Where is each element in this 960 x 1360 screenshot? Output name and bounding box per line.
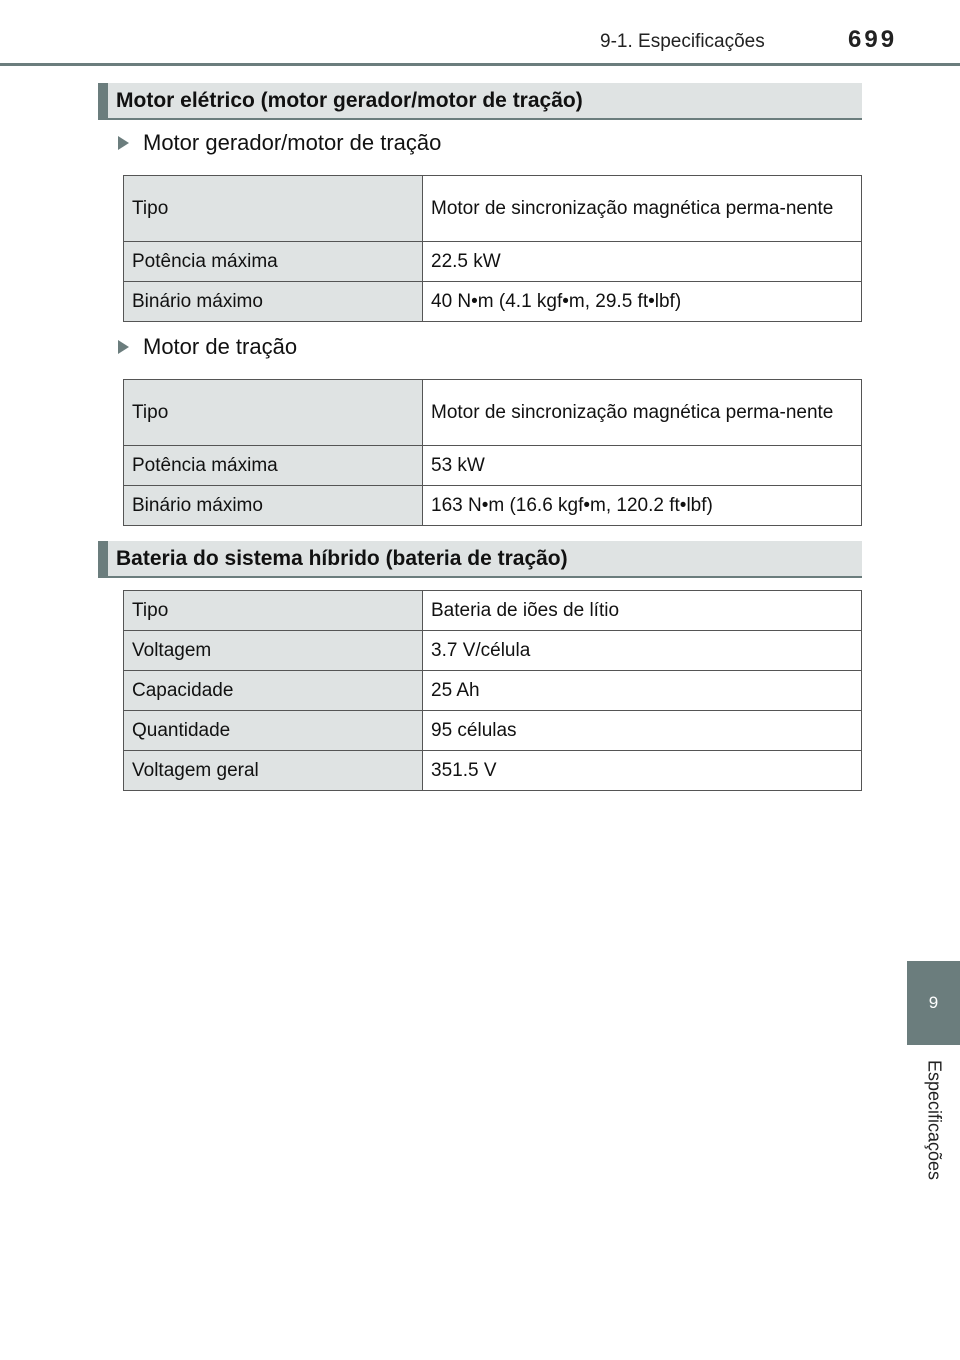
spec-table-traction-motor	[123, 379, 862, 526]
header-section-title: 9-1. Especificações	[600, 31, 765, 52]
row-label: Tipo	[124, 591, 423, 631]
row-label: Binário máximo	[124, 282, 423, 322]
chapter-tab[interactable]	[907, 961, 960, 1045]
row-label: Quantidade	[124, 711, 423, 751]
table-row	[124, 242, 862, 282]
row-value: 40 N•m (4.1 kgf•m, 29.5 ft•lbf)	[423, 282, 862, 322]
row-value: Bateria de iões de lítio	[423, 591, 862, 631]
table-row	[124, 591, 862, 631]
row-label: Potência máxima	[124, 446, 423, 486]
subsection-title: Motor de tração	[143, 334, 298, 359]
row-value: 351.5 V	[423, 751, 862, 791]
page-number: 699	[848, 26, 898, 53]
row-value: 3.7 V/célula	[423, 631, 862, 671]
header-divider	[0, 63, 960, 66]
row-label: Capacidade	[124, 671, 423, 711]
row-value: 22.5 kW	[423, 242, 862, 282]
row-label: Voltagem geral	[124, 751, 423, 791]
row-value: Motor de sincronização magnética perma-nente	[423, 380, 862, 446]
table-row	[124, 711, 862, 751]
row-value: 163 N•m (16.6 kgf•m, 120.2 ft•lbf)	[423, 486, 862, 526]
row-label: Tipo	[124, 176, 423, 242]
triangle-bullet-icon	[118, 136, 129, 150]
subsection-generator-motor	[118, 130, 441, 156]
table-row	[124, 380, 862, 446]
table-row	[124, 751, 862, 791]
subsection-traction-motor	[118, 334, 297, 360]
section-title-electric-motor: Motor elétrico (motor gerador/motor de tração)	[98, 83, 862, 120]
table-row	[124, 176, 862, 242]
spec-table-hybrid-battery	[123, 590, 862, 791]
table-row	[124, 446, 862, 486]
table-row	[124, 631, 862, 671]
table-row	[124, 486, 862, 526]
triangle-bullet-icon	[118, 340, 129, 354]
row-label: Voltagem	[124, 631, 423, 671]
spec-table-generator-motor	[123, 175, 862, 322]
row-value: 95 células	[423, 711, 862, 751]
chapter-label: Especificações	[924, 1059, 945, 1181]
table-row	[124, 671, 862, 711]
row-label: Potência máxima	[124, 242, 423, 282]
row-label: Tipo	[124, 380, 423, 446]
section-title-hybrid-battery: Bateria do sistema híbrido (bateria de tração)	[98, 541, 862, 578]
row-value: Motor de sincronização magnética perma-nente	[423, 176, 862, 242]
table-row	[124, 282, 862, 322]
row-label: Binário máximo	[124, 486, 423, 526]
chapter-number: 9	[928, 993, 939, 1012]
row-value: 25 Ah	[423, 671, 862, 711]
subsection-title: Motor gerador/motor de tração	[143, 130, 442, 155]
row-value: 53 kW	[423, 446, 862, 486]
